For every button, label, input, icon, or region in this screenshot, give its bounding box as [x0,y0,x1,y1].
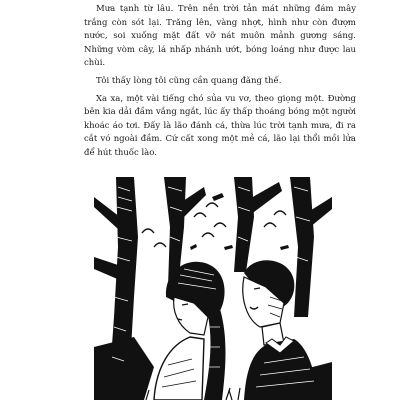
paragraph-2: Tôi thấy lòng tôi cũng cần quang đãng thế. [96,75,282,86]
woodcut-illustration-icon [94,177,332,400]
paragraph-3: Xa xa, một vài tiếng chó sủa vu vơ, theo giọng một. Đường bên kia dải đầm vắng ngắt, lúc ấy thấp thoáng bóng một người khoác áo tơi. Đấy là lão đánh cá, thừa lúc trời tạnh mưa, đi ra cắt vó ngoài đầm. Cứ cất xong một mẻ cá, lão lại thổi mồi lửa để hút thuốc lào. [84,93,356,158]
paragraph-1: Mưa tạnh từ lâu. Trên nền trời tản mát những đám mây trắng còn sót lại. Trăng lên, vàng nhợt, hình như còn đượm nước, soi xuống mặt đất vỡ nát muôn mảnh gương sáng. Những vòm cây, lá nhấp nhánh ướt, bóng loáng như được lau chùi. [84,4,356,69]
illustration-svg [94,177,332,400]
body-text [84,3,356,165]
